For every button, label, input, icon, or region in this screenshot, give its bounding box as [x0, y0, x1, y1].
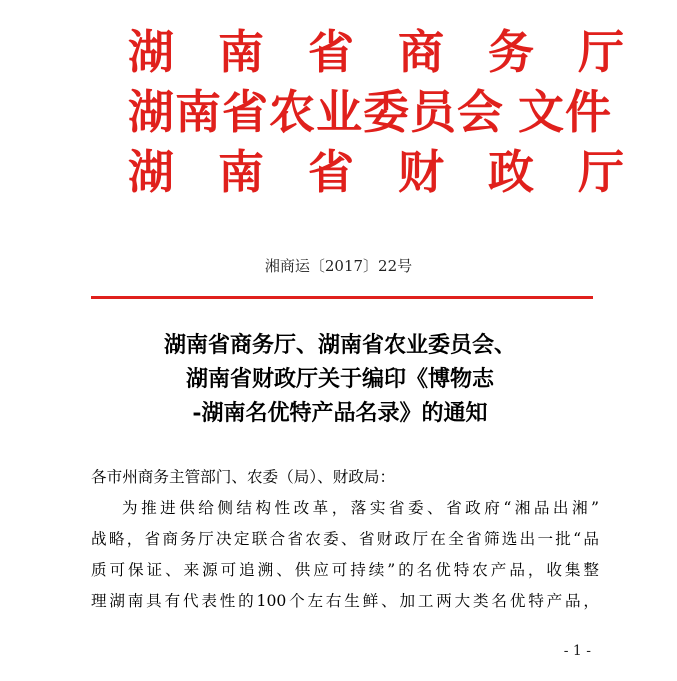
paragraph-line-1: 为推进供给侧结构性改革，落实省委、省政府“湘品出湘” [122, 499, 599, 517]
document-header [128, 22, 639, 202]
document-body [91, 462, 599, 617]
agency-agriculture: 湖南省农业委员会 [128, 85, 504, 139]
document-number: 湘商运〔2017〕22号 [264, 257, 413, 275]
red-divider-line [91, 296, 593, 299]
agency-commerce: 湖 南 省 商 务 厅 [128, 25, 639, 79]
paragraph-line-3: 质可保证、来源可追溯、供应可持续”的名优特农产品，收集整 [91, 561, 599, 579]
title-line-2: 湖南省财政厅关于编印《博物志 [185, 366, 494, 392]
salutation: 各市州商务主管部门、农委（局）、财政局： [91, 468, 396, 486]
page-number: - 1 - [563, 643, 591, 659]
title-line-3: -湖南名优特产品名录》的通知 [192, 400, 488, 426]
body-paragraph [91, 493, 599, 617]
agency-agriculture-row [128, 82, 612, 142]
agency-finance: 湖 南 省 财 政 厅 [128, 145, 639, 199]
paragraph-line-2: 战略，省商务厅决定联合省农委、省财政厅在全省筛选出一批“品 [91, 530, 599, 548]
title-line-1: 湖南省商务厅、湖南省农业委员会、 [163, 332, 516, 358]
paragraph-line-4: 理湖南具有代表性的100个左右生鲜、加工两大类名优特产品， [91, 592, 599, 610]
file-word: 文件 [518, 85, 612, 139]
document-title [90, 328, 590, 430]
